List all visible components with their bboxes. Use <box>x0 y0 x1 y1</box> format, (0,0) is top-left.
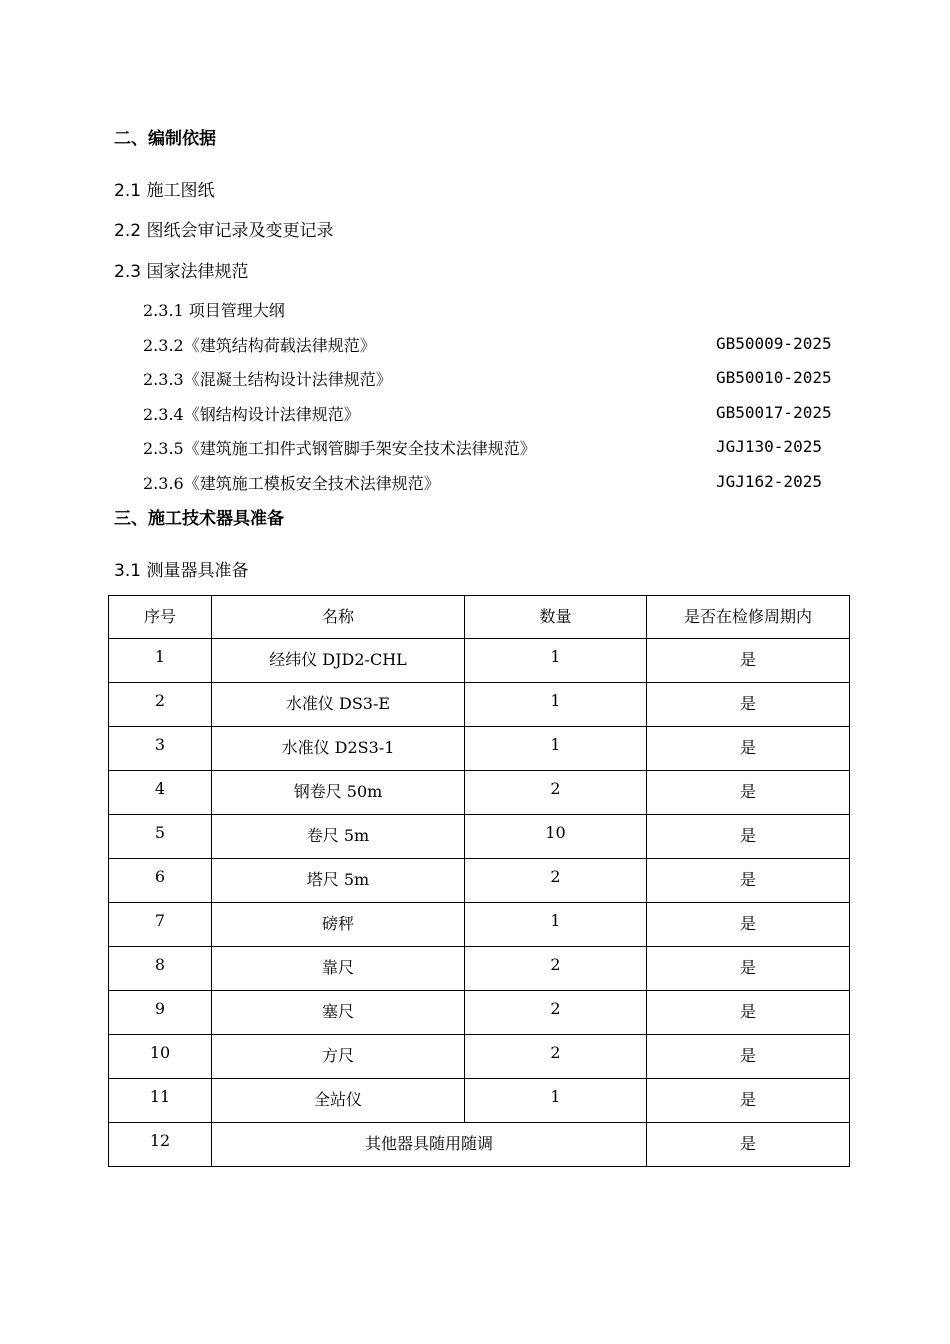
cell-index: 8 <box>109 947 212 991</box>
standard-code: JGJ130-2025 <box>716 437 822 456</box>
cell-quantity: 1 <box>465 903 647 947</box>
cell-quantity: 2 <box>465 947 647 991</box>
cell-quantity: 10 <box>465 815 647 859</box>
cell-name: 全站仪 <box>212 1079 465 1123</box>
cell-index: 11 <box>109 1079 212 1123</box>
table-row <box>109 1079 850 1123</box>
cell-quantity: 1 <box>465 683 647 727</box>
section-heading-tools: 三、施工技术器具准备 <box>114 509 284 529</box>
table-row <box>109 859 850 903</box>
cell-name: 经纬仪 DJD2-CHL <box>212 639 465 683</box>
standard-code: JGJ162-2025 <box>716 472 822 491</box>
cell-status: 是 <box>647 683 850 727</box>
table-row <box>109 991 850 1035</box>
cell-name: 水准仪 D2S3-1 <box>212 727 465 771</box>
standard-code: GB50010-2025 <box>716 368 832 387</box>
cell-quantity: 2 <box>465 1035 647 1079</box>
cell-status: 是 <box>647 947 850 991</box>
cell-status: 是 <box>647 903 850 947</box>
cell-index: 3 <box>109 727 212 771</box>
cell-index: 4 <box>109 771 212 815</box>
sub-list-item: 2.3.2《建筑结构荷载法律规范》 <box>143 336 376 355</box>
cell-name-merged: 其他器具随用随调 <box>212 1123 647 1167</box>
table-row <box>109 903 850 947</box>
cell-quantity: 1 <box>465 1079 647 1123</box>
cell-name: 塞尺 <box>212 991 465 1035</box>
cell-name: 磅秤 <box>212 903 465 947</box>
cell-name: 钢卷尺 50m <box>212 771 465 815</box>
sub-list-item: 2.3.4《钢结构设计法律规范》 <box>143 405 360 424</box>
cell-name: 塔尺 5m <box>212 859 465 903</box>
header-in-maintenance-cycle: 是否在检修周期内 <box>647 596 850 639</box>
cell-quantity: 1 <box>465 727 647 771</box>
cell-status: 是 <box>647 1079 850 1123</box>
cell-quantity: 2 <box>465 771 647 815</box>
cell-status: 是 <box>647 815 850 859</box>
subsection-heading-measure: 3.1 测量器具准备 <box>114 561 249 581</box>
header-name: 名称 <box>212 596 465 639</box>
table-row <box>109 639 850 683</box>
cell-status: 是 <box>647 727 850 771</box>
table-row <box>109 947 850 991</box>
cell-index: 1 <box>109 639 212 683</box>
cell-quantity: 2 <box>465 859 647 903</box>
cell-name: 水准仪 DS3-E <box>212 683 465 727</box>
cell-name: 靠尺 <box>212 947 465 991</box>
cell-index: 6 <box>109 859 212 903</box>
header-index: 序号 <box>109 596 212 639</box>
sub-list-item: 2.3.1 项目管理大纲 <box>143 301 285 320</box>
cell-index: 12 <box>109 1123 212 1167</box>
cell-status: 是 <box>647 1035 850 1079</box>
table-header-row <box>109 596 850 639</box>
cell-name: 卷尺 5m <box>212 815 465 859</box>
sub-list-item: 2.3.3《混凝土结构设计法律规范》 <box>143 370 392 389</box>
sub-list-item: 2.3.6《建筑施工模板安全技术法律规范》 <box>143 474 440 493</box>
cell-status: 是 <box>647 991 850 1035</box>
list-item: 2.2 图纸会审记录及变更记录 <box>114 221 334 241</box>
cell-index: 2 <box>109 683 212 727</box>
cell-status: 是 <box>647 771 850 815</box>
table-row <box>109 683 850 727</box>
section-heading-basis: 二、编制依据 <box>114 129 216 149</box>
header-quantity: 数量 <box>465 596 647 639</box>
table-row <box>109 771 850 815</box>
cell-index: 5 <box>109 815 212 859</box>
cell-status: 是 <box>647 1123 850 1167</box>
cell-index: 9 <box>109 991 212 1035</box>
cell-status: 是 <box>647 859 850 903</box>
list-item: 2.3 国家法律规范 <box>114 262 249 282</box>
cell-quantity: 2 <box>465 991 647 1035</box>
table-row <box>109 815 850 859</box>
cell-quantity: 1 <box>465 639 647 683</box>
cell-index: 7 <box>109 903 212 947</box>
table-row <box>109 1123 850 1167</box>
cell-status: 是 <box>647 639 850 683</box>
table-row <box>109 1035 850 1079</box>
equipment-table <box>108 595 850 1167</box>
standard-code: GB50009-2025 <box>716 334 832 353</box>
cell-name: 方尺 <box>212 1035 465 1079</box>
list-item: 2.1 施工图纸 <box>114 181 215 201</box>
standard-code: GB50017-2025 <box>716 403 832 422</box>
table-row <box>109 727 850 771</box>
sub-list-item: 2.3.5《建筑施工扣件式钢管脚手架安全技术法律规范》 <box>143 439 536 458</box>
cell-index: 10 <box>109 1035 212 1079</box>
